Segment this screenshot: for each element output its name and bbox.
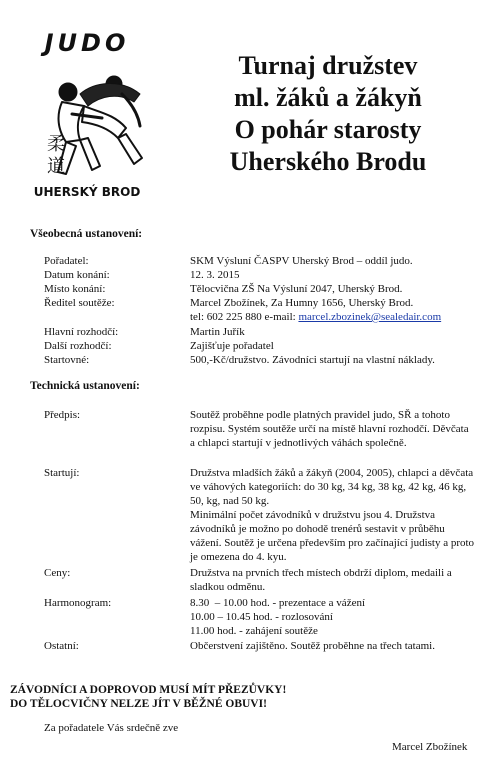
closing-signature: Marcel Zbožínek <box>392 741 468 753</box>
starters-categories: Družstva mladších žáků a žákyň (2004, 2005), chlapci a děvčata ve váhových kategoriích: do 30 kg, 34 kg, 38 kg, 42 kg, 46 kg, 50, kg, nad 50 kg. <box>190 467 474 507</box>
logo-judo-text: JUDO <box>44 29 130 57</box>
director-email-link[interactable]: marcel.zbozinek@sealedair.com <box>298 311 442 323</box>
starters-team-info: Minimální počet závodníků v družstvu jsou 4. Družstva závodníků je možno po dohodě trenérů sestavit v průběhu vážení. Soutěž je určena především pro začínající judisty a proto je omezena do 4. kyu. <box>190 509 475 563</box>
title-line-2: ml. žáků a žákyň <box>234 83 422 112</box>
document-title <box>168 50 488 178</box>
director-label: Ředitel soutěže: <box>44 297 115 309</box>
director-value <box>190 296 475 324</box>
closing-greeting: Za pořadatele Vás srdečně zve <box>44 722 179 734</box>
warning-line-2: DO TĚLOCVIČNY NELZE JÍT V BĚŽNÉ OBUVI! <box>10 698 267 710</box>
other-referee-value: Zajišťuje pořadatel <box>190 340 274 352</box>
fee-label: Startovné: <box>44 354 90 366</box>
schedule-item: 11.00 hod. - zahájení soutěže <box>190 625 318 637</box>
other-label: Ostatní: <box>44 640 79 652</box>
rules-label: Předpis: <box>44 409 81 421</box>
director-address: Marcel Zbožínek, Za Humny 1656, Uherský Brod. <box>190 297 414 309</box>
schedule-item: 10.00 – 10.45 hod. - rozlosování <box>190 611 333 623</box>
director-phone: tel: 602 225 880 e-mail: <box>190 311 299 323</box>
logo-city-text: UHERSKÝ BROD <box>33 185 141 199</box>
prizes-value: Družstva na prvních třech místech obdrží diplom, medaili a sladkou odměnu. <box>190 567 452 593</box>
rules-value: Soutěž proběhne podle platných pravidel judo, SŘ a tohoto rozpisu. Systém soutěže určí na místě hlavní rozhodčí. Děvčata a chlapci startují v jednotlivých váhách společně. <box>190 409 469 449</box>
other-value: Občerstvení zajištěno. Soutěž proběhne na třech tatami. <box>190 640 435 652</box>
fee-value: 500,-Kč/družstvo. Závodníci startují na vlastní náklady. <box>190 354 435 366</box>
date-value: 12. 3. 2015 <box>190 269 240 281</box>
schedule-item: 8.30 – 10.00 hod. - prezentace a vážení <box>190 597 366 609</box>
general-heading: Všeobecná ustanovení: <box>30 228 143 240</box>
logo-kanji <box>36 134 76 178</box>
director-contact <box>190 310 475 324</box>
date-label: Datum konání: <box>44 269 110 281</box>
prizes-label: Ceny: <box>44 567 71 579</box>
referee-label: Hlavní rozhodčí: <box>44 326 119 338</box>
starters-value <box>190 466 475 564</box>
footwear-warning <box>10 683 490 711</box>
logo-kanji-1: 柔 <box>47 134 65 155</box>
referee-value: Martin Juřík <box>190 326 245 338</box>
organizer-label: Pořadatel: <box>44 255 89 267</box>
logo-kanji-2: 道 <box>47 156 65 177</box>
place-value: Tělocvična ZŠ Na Výsluní 2047, Uherský Brod. <box>190 283 403 295</box>
technical-heading: Technická ustanovení: <box>30 380 140 392</box>
title-line-4: Uherského Brodu <box>229 147 427 176</box>
starters-label: Startují: <box>44 467 80 479</box>
organizer-value: SKM Výsluní ČASPV Uherský Brod – oddíl judo. <box>190 255 413 267</box>
schedule-label: Harmonogram: <box>44 597 112 609</box>
title-line-1: Turnaj družstev <box>238 51 418 80</box>
judo-club-logo <box>22 30 152 205</box>
other-referee-label: Další rozhodčí: <box>44 340 112 352</box>
schedule-value <box>190 596 475 638</box>
warning-line-1: ZÁVODNÍCI A DOPROVOD MUSÍ MÍT PŘEZŮVKY! <box>10 684 287 696</box>
place-label: Místo konání: <box>44 283 106 295</box>
title-line-3: O pohár starosty <box>234 115 422 144</box>
